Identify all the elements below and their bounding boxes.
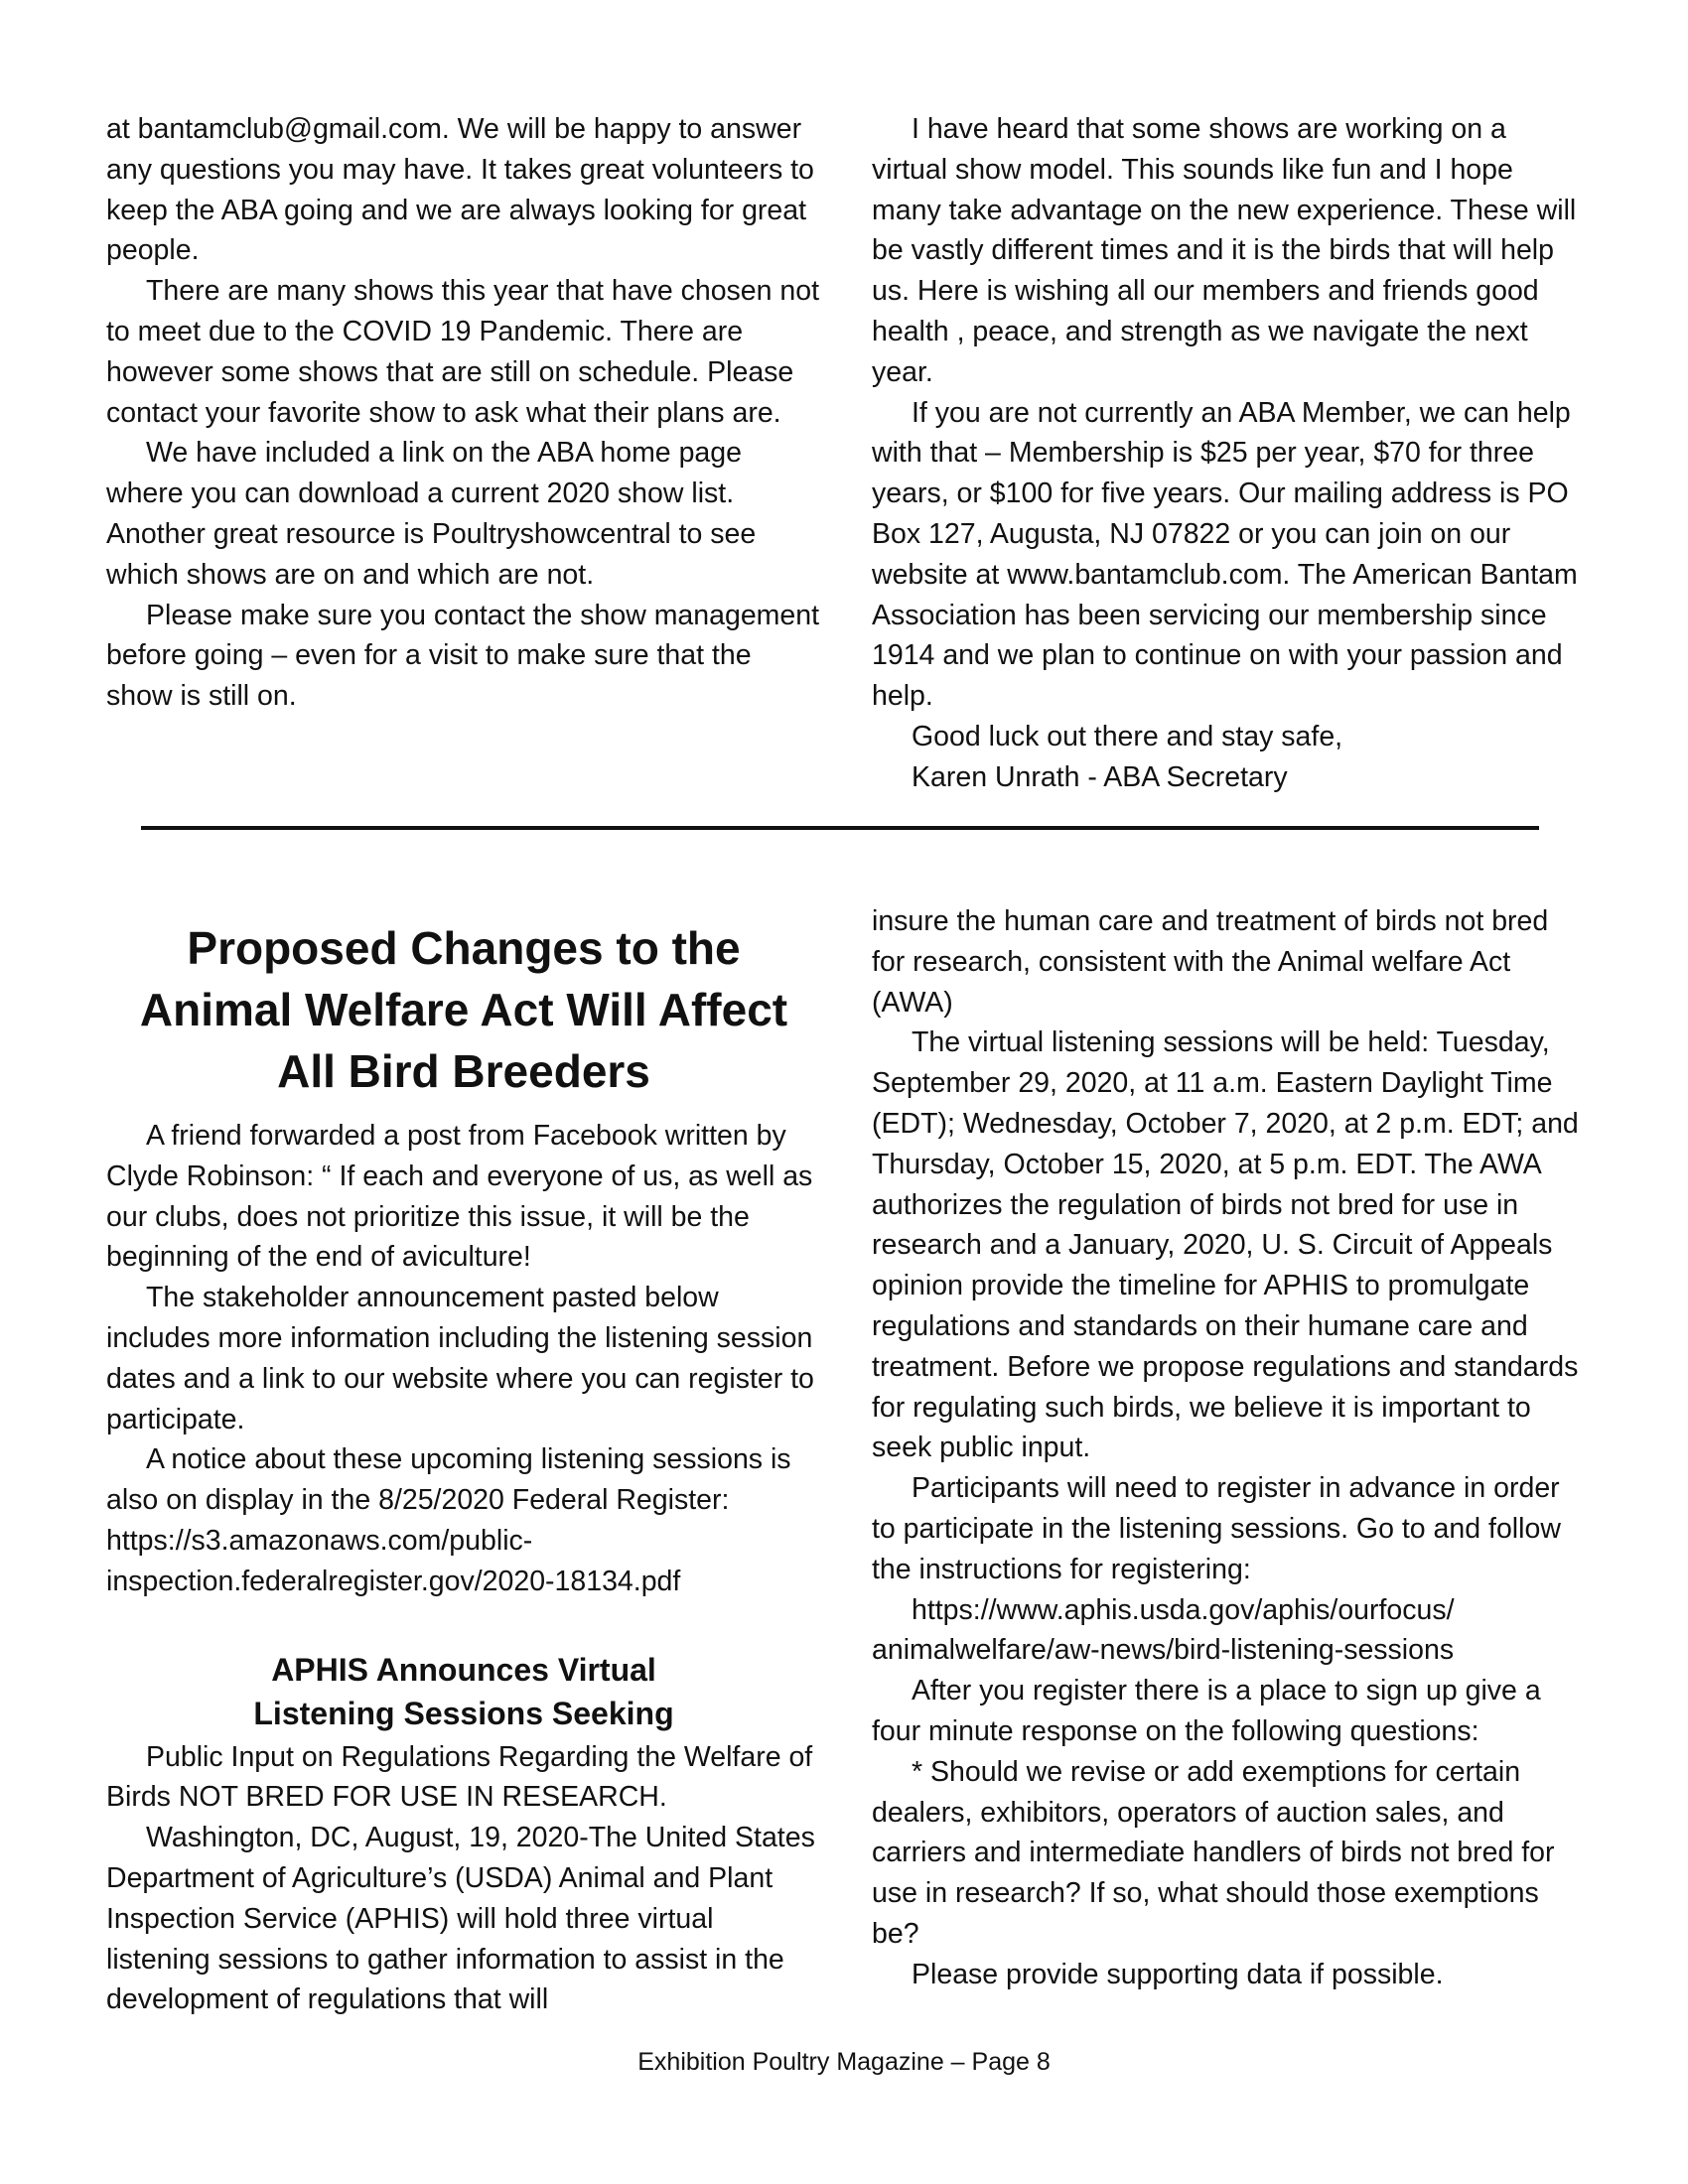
paragraph: There are many shows this year that have chosen not to meet due to the COVID 19 Pandemic. There are however some shows that are still on schedule. Please contact your favorite show to ask what their plans are.	[106, 275, 820, 429]
subheading	[106, 1648, 821, 1735]
page-footer: Exhibition Poultry Magazine – Page 8	[637, 2048, 1051, 2076]
signature: Karen Unrath - ABA Secretary	[912, 760, 1288, 793]
paragraph: If you are not currently an ABA Member, we can help with that – Membership is $25 per year, $70 for three years, or $100 for five years. Our mailing address is PO Box 127, Augusta, NJ 07822 or you can join on our website at www.bantamclub.com. The American Bantam Association has been servicing our membership since 1914 and we plan to continue on with your passion and help.	[872, 396, 1578, 713]
paragraph: Public Input on Regulations Regarding the Welfare of Birds NOT BRED FOR USE IN RESEARCH.	[106, 1740, 813, 1814]
top-right-column	[872, 109, 1587, 798]
paragraph: at bantamclub@gmail.com. We will be happy to answer any questions you may have. It takes great volunteers to keep the ABA going and we are always looking for great people.	[106, 113, 814, 267]
paragraph: We have included a link on the ABA home page where you can download a current 2020 show list. Another great resource is Poultryshowcentral to see which shows are on and which are not.	[106, 437, 757, 591]
paragraph: insure the human care and treatment of birds not bred for research, consistent with the Animal welfare Act (AWA)	[872, 905, 1549, 1019]
paragraph: Washington, DC, August, 19, 2020-The United States Department of Agriculture’s (USDA) Animal and Plant Inspection Service (APHIS) will hold three virtual listening sessions to gather information to assist in the development of regulations that will	[106, 1822, 815, 2016]
paragraph: The stakeholder announcement pasted below includes more information including the listening session dates and a link to our website where you can register to participate.	[106, 1282, 814, 1435]
paragraph: After you register there is a place to sign up give a four minute response on the following questions:	[872, 1675, 1541, 1747]
section-divider	[141, 826, 1539, 830]
subheading-line-1: APHIS Announces Virtual	[271, 1651, 656, 1688]
top-left-column	[106, 109, 821, 717]
paragraph: The virtual listening sessions will be held: Tuesday, September 29, 2020, at 11 a.m. Eastern Daylight Time (EDT); Wednesday, October 7, 2020, at 2 p.m. EDT; and Thursday, October 15, 2020, at 5 p.m. EDT. The AWA authorizes the regulation of birds not bred for use in research and a January, 2020, U. S. Circuit of Appeals opinion provide the timeline for APHIS to promulgate regulations and standards on their humane care and treatment. Before we propose regulations and standards for regulating such birds, we believe it is important to seek public input.	[872, 1026, 1579, 1464]
register-url-line-1[interactable]: https://s3.amazonaws.com/public-	[106, 1524, 533, 1557]
register-url-line-2[interactable]: inspection.federalregister.gov/2020-18134.pdf	[106, 1565, 681, 1597]
paragraph: Please provide supporting data if possible.	[912, 1958, 1444, 1990]
subheading-line-2: Listening Sessions Seeking	[253, 1695, 674, 1731]
article-right-column	[872, 901, 1587, 1995]
paragraph: I have heard that some shows are working on a virtual show model. This sounds like fun and I hope many take advantage on the new experience. These will be vastly different times and it is the birds that will help us. Here is wishing all our members and friends good health , peace, and strength as we navigate the next year.	[872, 113, 1577, 388]
article-left-column	[106, 899, 821, 2020]
aphis-url-line-2[interactable]: animalwelfare/aw-news/bird-listening-sessions	[872, 1634, 1455, 1667]
paragraph: A notice about these upcoming listening sessions is also on display in the 8/25/2020 Federal Register:	[106, 1443, 791, 1517]
paragraph: Please make sure you contact the show management before going – even for a visit to make sure that the show is still on.	[106, 599, 820, 713]
paragraph: Participants will need to register in advance in order to participate in the listening sessions. Go to and follow the instructions for registering:	[872, 1472, 1561, 1585]
closing-line: Good luck out there and stay safe,	[912, 720, 1343, 752]
paragraph: A friend forwarded a post from Facebook written by Clyde Robinson: “ If each and everyone of us, as well as our clubs, does not prioritize this issue, it will be the beginning of the end of aviculture!	[106, 1120, 813, 1274]
aphis-url-line-1[interactable]: https://www.aphis.usda.gov/aphis/ourfocus/	[912, 1593, 1455, 1626]
article-headline: Proposed Changes to the Animal Welfare Act Will Affect All Bird Breeders	[139, 922, 788, 1097]
paragraph: * Should we revise or add exemptions for certain dealers, exhibitors, operators of auction sales, and carriers and intermediate handlers of birds not bred for use in research? If so, what should those exemptions be?	[872, 1755, 1555, 1950]
